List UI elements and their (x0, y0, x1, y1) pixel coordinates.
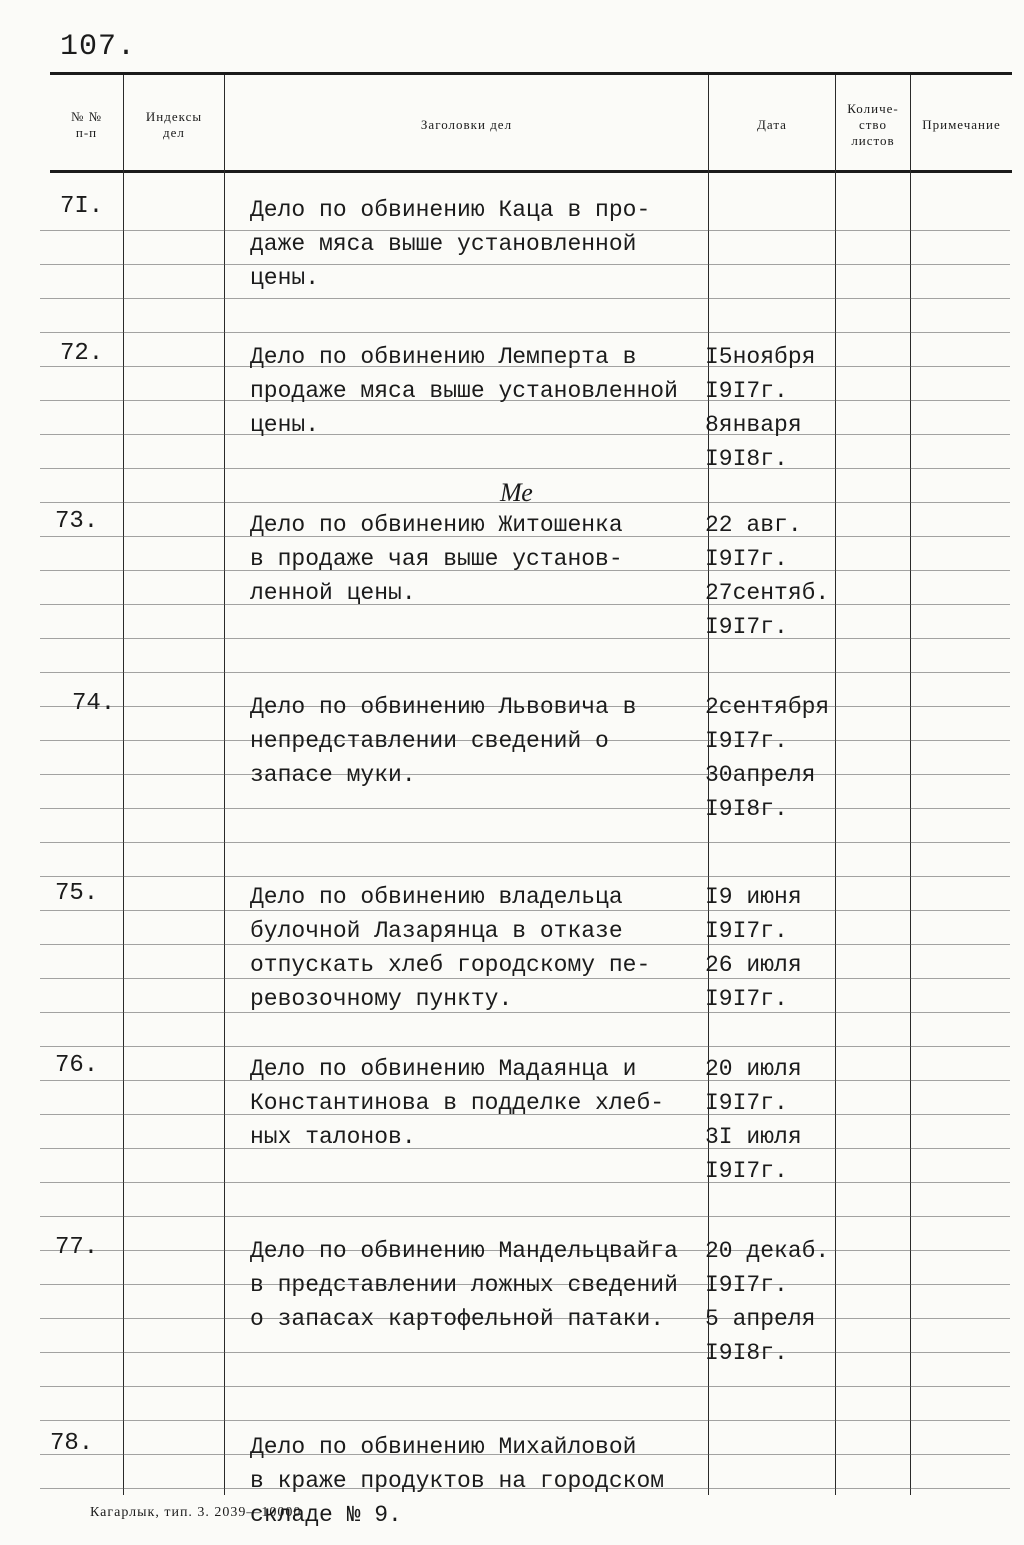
entry-number: 73. (55, 508, 99, 535)
entry-title (250, 880, 710, 1016)
entry-title (250, 1430, 710, 1532)
ruled-line (40, 468, 1010, 469)
ruled-line (40, 332, 1010, 333)
entry-date-line: 2сентября (705, 694, 830, 720)
ruled-line (40, 1182, 1010, 1183)
entry-date-line: I9I8г. (705, 446, 788, 472)
entry-title-line: цены. (250, 412, 320, 438)
handwritten-correction: Ме (500, 478, 533, 507)
ruled-line (40, 298, 1010, 299)
col-divider (835, 75, 836, 1495)
entry-title-line: о запасах картофельной патаки. (250, 1306, 665, 1332)
entry-title (250, 193, 710, 295)
entry-number: 75. (55, 880, 99, 907)
entry-date-line: I9I7г. (705, 1158, 788, 1184)
entry-title-line: цены. (250, 265, 320, 291)
entry-date (705, 690, 835, 826)
entry-date-line: 30апреля (705, 762, 816, 788)
page-number: 107. (60, 30, 137, 64)
entry-title-line: Константинова в подделке хлеб- (250, 1090, 665, 1116)
header-num: № № п-п (70, 109, 103, 140)
entry-date (705, 880, 835, 1016)
entry-date (705, 508, 835, 644)
entry-title-line: булочной Лазарянца в отказе (250, 918, 623, 944)
entry-date-line: I9I7г. (705, 378, 788, 404)
col-divider (123, 75, 124, 1495)
entry-title (250, 340, 710, 442)
table-header (50, 80, 1012, 170)
entry-date-line: 26 июля (705, 952, 802, 978)
header-note: Примечание (922, 117, 1001, 132)
entry-date-line: I9 июня (705, 884, 802, 910)
entry-date-line: I9I7г. (705, 1090, 788, 1116)
entry-date (705, 340, 835, 476)
entry-date-line: 5 апреля (705, 1306, 816, 1332)
entry-title-line: Дело по обвинению владельца (250, 884, 623, 910)
ruled-line (40, 1352, 1010, 1353)
col-divider (910, 75, 911, 1495)
ruled-line (40, 672, 1010, 673)
ruled-line (40, 808, 1010, 809)
entry-title-line: ленной цены. (250, 580, 416, 606)
entry-number: 77. (55, 1234, 99, 1261)
entry-date-line: I9I7г. (705, 986, 788, 1012)
top-rule (50, 72, 1012, 75)
col-divider (224, 75, 225, 1495)
entry-date-line: I9I7г. (705, 1272, 788, 1298)
entry-title-line: в краже продуктов на городском (250, 1468, 665, 1494)
entry-date (705, 1052, 835, 1188)
entry-title-line: продаже мяса выше установленной (250, 378, 678, 404)
entry-title-line: Дело по обвинению Каца в про- (250, 197, 651, 223)
entry-title-line: запасе муки. (250, 762, 416, 788)
entry-date-line: 20 июля (705, 1056, 802, 1082)
printer-imprint: Кагарлык, тип. 3. 2039—10000 (90, 1505, 302, 1520)
entry-title-line: ных талонов. (250, 1124, 416, 1150)
ruled-line (40, 638, 1010, 639)
ruled-line (40, 1046, 1010, 1047)
header-sheets: Количе- ство листов (847, 101, 899, 148)
entry-date-line: I9I7г. (705, 918, 788, 944)
entry-title-line: Дело по обвинению Михайловой (250, 1434, 637, 1460)
entry-date-line: I9I8г. (705, 796, 788, 822)
ruled-line (40, 842, 1010, 843)
entry-date-line: I9I8г. (705, 1340, 788, 1366)
entry-title-line: в продаже чая выше установ- (250, 546, 623, 572)
entry-title (250, 1052, 710, 1154)
entry-number: 74. (72, 690, 116, 717)
ruled-line (40, 1216, 1010, 1217)
entry-date-line: I9I7г. (705, 728, 788, 754)
header-date: Дата (757, 117, 787, 132)
entry-date-line: 27сентяб. (705, 580, 830, 606)
entry-date-line: 8января (705, 412, 802, 438)
entry-title-line: Дело по обвинению Львовича в (250, 694, 637, 720)
entry-title (250, 508, 710, 610)
entry-date (705, 1234, 835, 1370)
entry-number: 7I. (60, 193, 104, 220)
entry-title-line: складе № 9. (250, 1502, 402, 1528)
entry-title-line: ревозочному пункту. (250, 986, 513, 1012)
entry-date-line: 22 авг. (705, 512, 802, 538)
entry-title-line: Дело по обвинению Мадаянца и (250, 1056, 637, 1082)
entry-number: 78. (50, 1430, 94, 1457)
entry-number: 72. (60, 340, 104, 367)
entry-date-line: I9I7г. (705, 546, 788, 572)
entry-title-line: в представлении ложных сведений (250, 1272, 678, 1298)
header-bottom-rule (50, 170, 1012, 173)
header-title: Заголовки дел (420, 117, 513, 132)
entry-title-line: Дело по обвинению Лемперта в (250, 344, 637, 370)
ruled-line (40, 1420, 1010, 1421)
entry-date-line: 3I июля (705, 1124, 802, 1150)
ruled-line (40, 1386, 1010, 1387)
entry-title-line: Дело по обвинению Житошенка (250, 512, 623, 538)
entry-title (250, 690, 710, 792)
entry-date-line: I9I7г. (705, 614, 788, 640)
entry-title-line: непредставлении сведений о (250, 728, 609, 754)
entry-date-line: I5ноября (705, 344, 816, 370)
entry-date-line: 20 декаб. (705, 1238, 830, 1264)
entry-title (250, 1234, 710, 1336)
entry-title-line: даже мяса выше установленной (250, 231, 637, 257)
entry-title-line: отпускать хлеб городскому пе- (250, 952, 651, 978)
entry-title-line: Дело по обвинению Мандельцвайга (250, 1238, 678, 1264)
ruled-line (40, 876, 1010, 877)
entry-number: 76. (55, 1052, 99, 1079)
header-index: Индексы дел (145, 109, 203, 140)
